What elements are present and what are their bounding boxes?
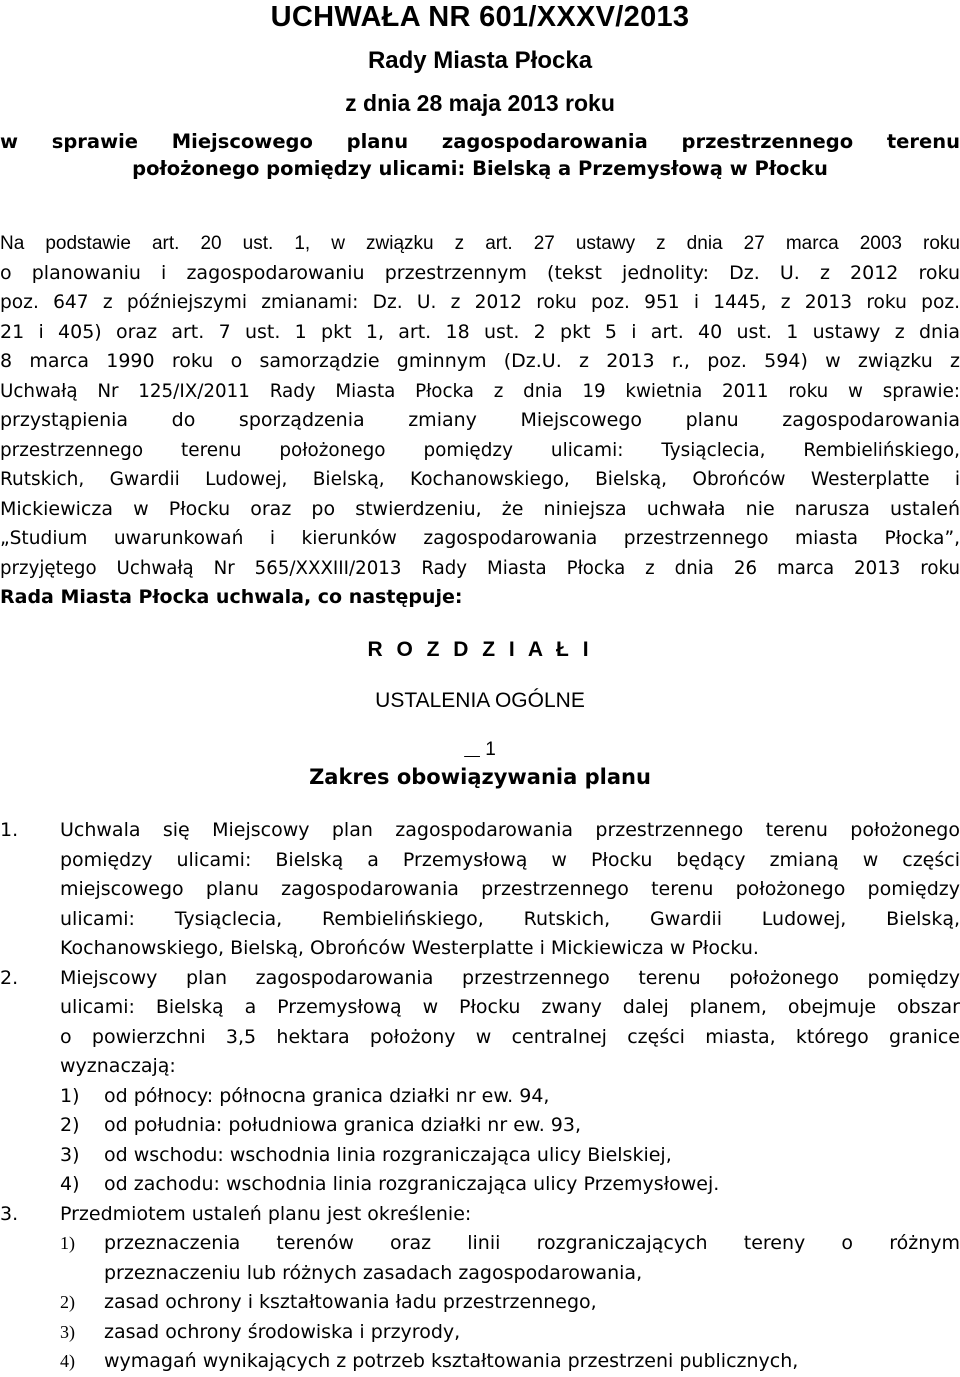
sub-item-number: 3) (60, 1143, 80, 1166)
preamble-line: 8 marca 1990 roku o samorządzie gminnym (Dz.U. z 2013 r., poz. 594) w związku z (0, 350, 960, 372)
list-item (0, 816, 960, 964)
preamble-line: 21 i 405) oraz art. 7 ust. 1 pkt 1, art. 18 ust. 2 pkt 5 i art. 40 ust. 1 ustawy z dnia (0, 320, 960, 343)
preamble-line: przystąpienia do sporządzenia zmiany Miejscowego planu zagospodarowania (0, 409, 960, 431)
resolution-title: UCHWAŁA NR 601/XXXV/2013 (270, 1, 690, 33)
points-list (0, 816, 960, 1377)
sub-item (0, 1141, 960, 1171)
council-name: Rady Miasta Płocka (367, 47, 593, 74)
subject-line: położonego pomiędzy ulicami: Bielską a Przemysłową w Płocku (132, 157, 828, 180)
sub-item (0, 1229, 960, 1288)
sub-item-text: od zachodu: wschodnia linia rozgraniczająca ulicy Przemysłowej. (104, 1173, 720, 1195)
preamble-line: poz. 647 z późniejszymi zmianami: Dz. U. z 2012 roku poz. 951 i 1445, z 2013 roku poz. (0, 292, 960, 313)
preamble-line: Rutskich, Gwardii Ludowej, Bielską, Kochanowskiego, Bielską, Obrońców Westerplatte i (0, 469, 960, 490)
sub-item-text: zasad ochrony i kształtowania ładu przestrzennego, (104, 1291, 597, 1313)
item-line: Miejscowy plan zagospodarowania przestrzennego terenu położonego pomiędzy (60, 966, 960, 989)
item-line: ulicami: Bielską a Przemysłową w Płocku zwany dalej planem, obejmuje obszar (60, 996, 960, 1018)
paragraph-title: Zakres obowiązywania planu (309, 765, 651, 789)
preamble-line: Uchwałą Nr 125/IX/2011 Rady Miasta Płocka z dnia 19 kwietnia 2011 roku w sprawie: (0, 380, 960, 402)
item-number: 3. (0, 1202, 19, 1225)
sub-item (0, 1170, 960, 1200)
item-line: ulicami: Tysiąclecia, Rembielińskiego, Rutskich, Gwardii Ludowej, Bielską, (60, 907, 960, 930)
chapter-title: R O Z D Z I A Ł I (367, 638, 593, 661)
item-line: Kochanowskiego, Bielską, Obrońców Westerplatte i Mickiewicza w Płocku. (60, 937, 759, 959)
resolution-subject (0, 128, 960, 182)
sub-item-text: wymagań wynikających z potrzeb kształtowania przestrzeni publicznych, (104, 1350, 799, 1372)
item-line: Uchwala się Miejscowy plan zagospodarowania przestrzennego terenu położonego (60, 819, 960, 841)
sub-item (0, 1347, 960, 1377)
preamble-line: przestrzennego terenu położonego pomiędzy ulicami: Tysiąclecia, Rembielińskiego, (0, 439, 960, 461)
sub-item (0, 1082, 960, 1112)
item-line: Przedmiotem ustaleń planu jest określenie: (60, 1202, 472, 1225)
resolution-statement: Rada Miasta Płocka uchwala, co następuje: (0, 586, 463, 608)
sub-item-text: od południa: południowa granica działki nr ew. 93, (104, 1114, 581, 1136)
sub-item (0, 1111, 960, 1141)
sub-item (0, 1318, 960, 1348)
preamble (0, 229, 960, 613)
preamble-line: o planowaniu i zagospodarowaniu przestrzennym (tekst jednolity: Dz. U. z 2012 roku (0, 261, 960, 284)
preamble-line: „Studium uwarunkowań i kierunków zagospodarowania przestrzennego miasta Płocka”, (0, 528, 960, 549)
item-number: 1. (0, 819, 19, 841)
item-line: miejscowego planu zagospodarowania przestrzennego terenu położonego pomiędzy (60, 878, 960, 900)
item-line: pomiędzy ulicami: Bielską a Przemysłową w Płocku będący zmianą w części (60, 848, 960, 871)
sub-item-number: 1) (60, 1084, 80, 1107)
subject-line: w sprawie Miejscowego planu zagospodarowania przestrzennego terenu (0, 130, 960, 153)
paragraph-mark (0, 737, 960, 763)
sub-item-text: od północy: północna granica działki nr ew. 94, (104, 1084, 550, 1107)
sub-item-number: 4) (60, 1173, 80, 1195)
item-number: 2. (0, 966, 19, 989)
chapter-subtitle: USTALENIA OGÓLNE (375, 689, 585, 712)
sub-item (0, 1288, 960, 1318)
sub-item-number: 2) (60, 1114, 80, 1136)
list-item (0, 1200, 960, 1377)
sub-item-text: od wschodu: wschodnia linia rozgraniczająca ulicy Bielskiej, (104, 1143, 672, 1166)
sub-item-text: przeznaczeniu lub różnych zasadach zagospodarowania, (104, 1261, 643, 1284)
sub-item-number: 2) (60, 1292, 75, 1312)
sub-item-number: 3) (60, 1321, 75, 1342)
sub-item-text: przeznaczenia terenów oraz linii rozgraniczających tereny o różnym (104, 1232, 960, 1254)
preamble-line: przyjętego Uchwałą Nr 565/XXXIII/2013 Rady Miasta Płocka z dnia 26 marca 2013 roku (0, 557, 960, 579)
sub-item-number: 4) (60, 1351, 75, 1371)
paragraph-number: 1 (485, 739, 496, 760)
item-line: wyznaczają: (60, 1055, 176, 1077)
list-item (0, 964, 960, 1200)
preamble-line: Na podstawie art. 20 ust. 1, w związku z art. 27 ustawy z dnia 27 marca 2003 roku (0, 233, 960, 254)
preamble-line: Mickiewicza w Płocku oraz po stwierdzeniu, że niniejsza uchwała nie narusza ustaleń (0, 497, 960, 520)
sub-item-number: 1) (60, 1233, 75, 1253)
item-line: o powierzchni 3,5 hektara położony w centralnej części miasta, którego granice (60, 1025, 960, 1048)
sub-item-text: zasad ochrony środowiska i przyrody, (104, 1320, 461, 1343)
resolution-date: z dnia 28 maja 2013 roku (345, 90, 615, 116)
